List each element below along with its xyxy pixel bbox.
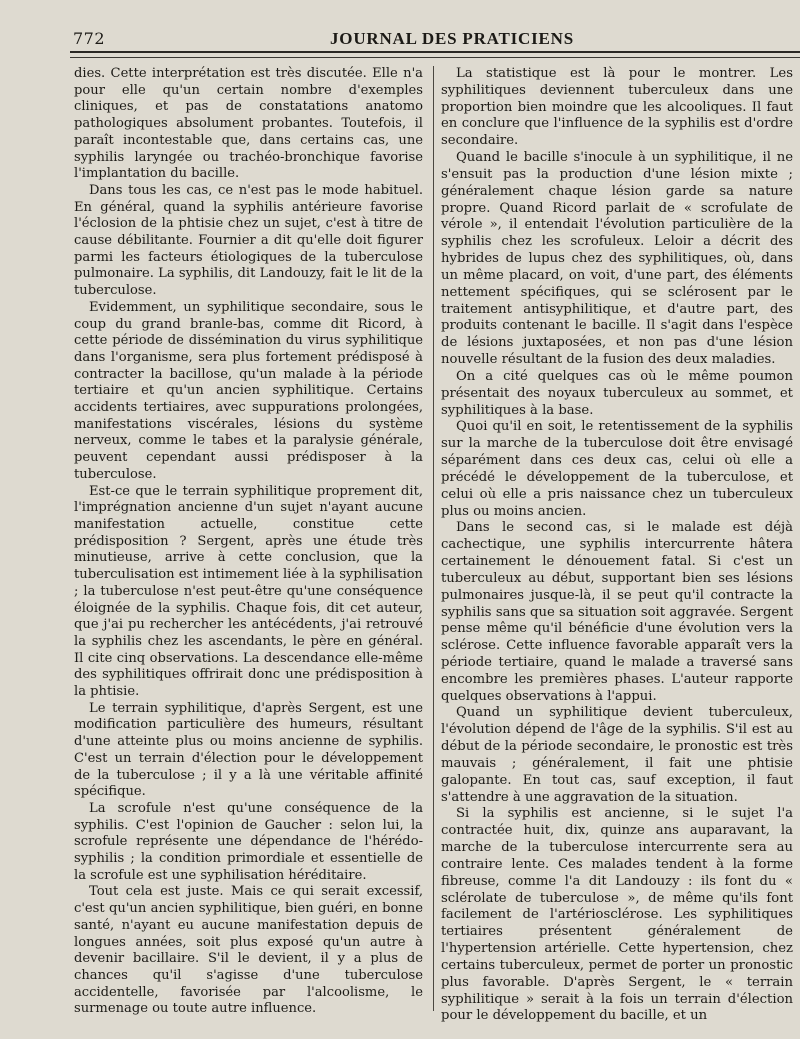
header-rule-thin [70,57,800,58]
paragraph: Dans tous les cas, ce n'est pas le mode habituel. En général, quand la syphilis antérieure favorise l'éclosion de la phtisie chez un sujet, c'est à titre de cause débilitante. Fournier a dit qu'elle doit figurer parmi les facteurs étiologiques de la tuberculose pulmonaire. La syphilis, dit Landouzy, fait le lit de la tuberculose. [74,182,423,299]
right-column [441,66,793,1025]
paragraph: Est-ce que le terrain syphilitique proprement dit, l'imprégnation ancienne d'un sujet n'ayant aucune manifestation actuelle, constitue cette prédisposition ? Sergent, après une étude très minutieuse, arrive à cette conclusion, que la tuberculisation est intimement liée à la syphilisation ; la tuberculose n'est peut-être qu'une conséquence éloignée de la syphilis. Chaque fois, dit cet auteur, que j'ai pu rechercher les antécédents, j'ai retrouvé la syphilis chez les ascendants, le père en général. Il cite cinq observations. La descendance elle-même des syphilitiques offrirait donc une prédisposition à la phtisie. [74,483,423,700]
page-header [0,26,800,50]
paragraph: Tout cela est juste. Mais ce qui serait excessif, c'est qu'un ancien syphilitique, bien guéri, en bonne santé, n'ayant eu aucune manifestation depuis de longues années, soit plus exposé qu'un autre à devenir bacillaire. S'il le devient, il y a plus de chances qu'il s'agisse d'une tuberculose accidentelle, favorisée par l'alcoolisme, le surmenage ou toute autre influence. [74,884,423,1017]
paragraph: Si la syphilis est ancienne, si le sujet l'a contractée huit, dix, quinze ans auparavant, la marche de la tuberculose intercurrente sera au contraire lente. Ces malades tendent à la forme fibreuse, comme l'a dit Landouzy : ils font du « sclérolate de tuberculose », de même qu'ils font facilement de l'artériosclérose. Les syphilitiques tertiaires présentent généralement de l'hypertension artérielle. Cette hypertension, chez certains tuberculeux, permet de porter un pronostic plus favorable. D'après Sergent, le « terrain syphilitique » serait à la fois un terrain d'élection pour le développement du bacille, et un [441,806,793,1024]
journal-title: JOURNAL DES PRATICIENS [330,29,574,48]
paragraph: Dans le second cas, si le malade est déjà cachectique, une syphilis intercurrente hâtera certainement le dénouement fatal. Si c'est un tuberculeux au début, supportant bien ses lésions pulmonaires jusque-là, il se peut qu'il contracte la syphilis sans que sa situation soit aggravée. Sergent pense même qu'il bénéficie d'une évolution vers la sclérose. Cette influence favorable apparaît vers la période tertiaire, quand le malade a traversé sans encombre les premières phases. L'auteur rapporte quelques observations à l'appui. [441,520,793,704]
paragraph: Quoi qu'il en soit, le retentissement de la syphilis sur la marche de la tuberculose doit être envisagé séparément dans ces deux cas, celui où elle a précédé le développement de la tuberculose, et celui où elle a pris naissance chez un tuberculeux plus ou moins ancien. [441,419,793,519]
page-number: 772 [73,29,106,48]
paragraph: Quand le bacille s'inocule à un syphilitique, il ne s'ensuit pas la production d'une lésion mixte ; généralement chaque lésion garde sa nature propre. Quand Ricord parlait de « scrofulate de vérole », il entendait l'évolution particulière de la syphilis chez les scrofuleux. Leloir a décrit des hybrides de lupus chez des syphilitiques, où, dans un même placard, on voit, d'une part, des éléments nettement spécifiques, qui se sclérosent par le traitement antisyphilitique, et d'autre part, des produits contenant le bacille. Il s'agit dans l'espèce de lésions juxtaposées, et non pas d'une lésion nouvelle résultant de la fusion des deux maladies. [441,150,793,368]
paragraph: La scrofule n'est qu'une conséquence de la syphilis. C'est l'opinion de Gaucher : selon lui, la scrofule représente une dépendance de l'hérédo-syphilis ; la condition primordiale et essentielle de la scrofule est une syphilisation héréditaire. [74,800,423,883]
paragraph: dies. Cette interprétation est très discutée. Elle n'a pour elle qu'un certain nombre d'exemples cliniques, et pas de constatations anatomo pathologiques absolument probantes. Toutefois, il paraît incontestable que, dans certains cas, une syphilis laryngée ou trachéo-bronchique favorise l'implantation du bacille. [74,66,423,182]
header-rule [70,51,800,53]
paragraph: La statistique est là pour le montrer. Les syphilitiques deviennent tuberculeux dans une proportion bien moindre que les alcooliques. Il faut en conclure que l'influence de la syphilis est d'ordre secondaire. [441,66,793,149]
paragraph: Le terrain syphilitique, d'après Sergent, est une modification particulière des humeurs, résultant d'une atteinte plus ou moins ancienne de syphilis. C'est un terrain d'élection pour le développement de la tuberculose ; il y a là une véritable affinité spécifique. [74,700,423,800]
left-column [74,66,423,1018]
paragraph: On a cité quelques cas où le même poumon présentait des noyaux tuberculeux au sommet, et syphilitiques à la base. [441,368,793,418]
column-divider [433,66,434,1011]
paragraph: Evidemment, un syphilitique secondaire, sous le coup du grand branle-bas, comme dit Ricord, à cette période de dissémination du virus syphilitique dans l'organisme, sera plus fortement prédisposé à contracter la bacillose, qu'un malade à la période tertiaire et qu'un ancien syphilitique. Certains accidents tertiaires, avec suppurations prolongées, manifestations viscérales, lésions du système nerveux, comme le tabes et la paralysie générale, peuvent cependant aussi prédisposer à la tuberculose. [74,299,423,482]
paragraph: Quand un syphilitique devient tuberculeux, l'évolution dépend de l'âge de la syphilis. S'il est au début de la période secondaire, le pronostic est très mauvais ; généralement, il fait une phtisie galopante. En tout cas, sauf exception, il faut s'attendre à une aggravation de la situation. [441,705,793,805]
